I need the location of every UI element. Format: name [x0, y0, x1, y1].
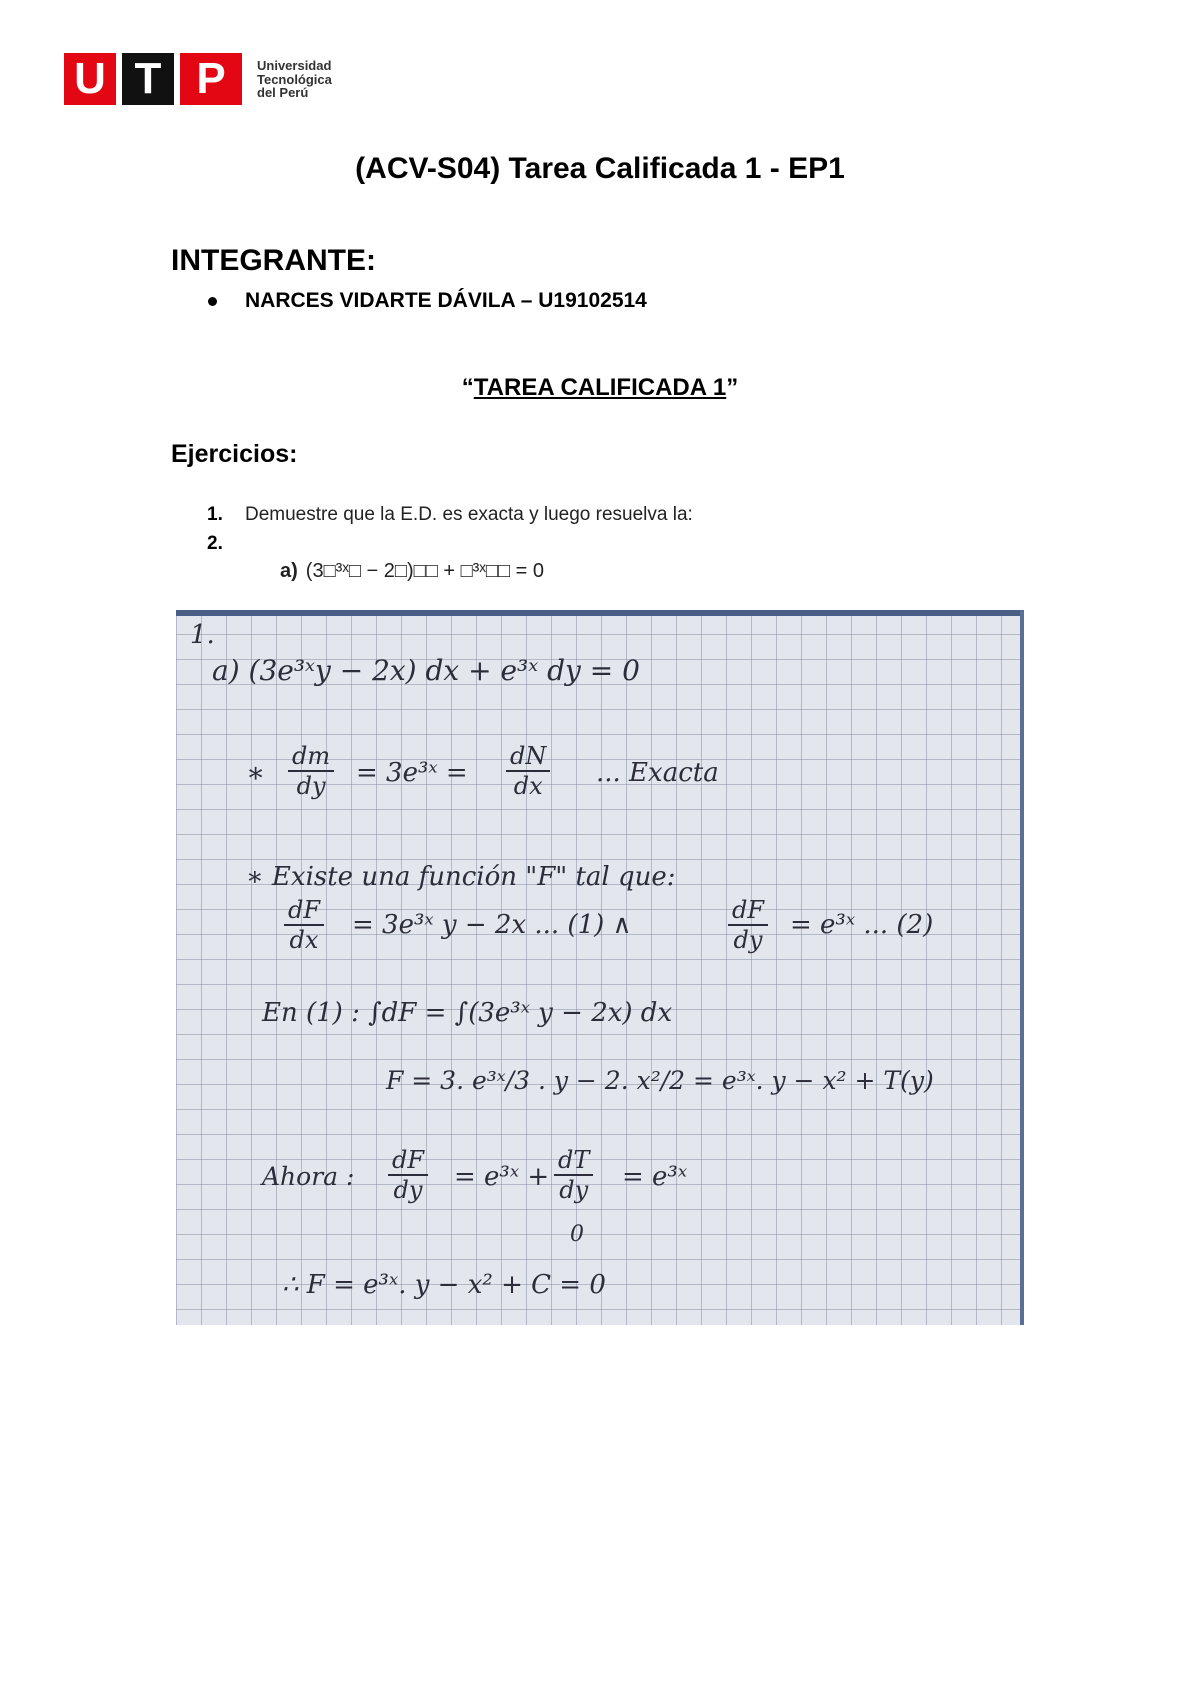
item-text-1: Demuestre que la E.D. es exacta y luego resuelva la: — [245, 504, 693, 525]
hw-fraction-dm-dy — [288, 742, 334, 800]
item-number-1: 1. — [207, 504, 223, 525]
logo-university-name — [257, 59, 377, 100]
photo-edge — [176, 610, 1024, 616]
hw-asterisk: ∗ — [246, 756, 266, 789]
hw-fraction-dn-dx — [506, 742, 550, 800]
hw-ahora-eq: = e³ˣ + — [454, 1162, 550, 1192]
hw-f-result: F = 3. e³ˣ/3 . y − 2. x²/2 = e³ˣ. y − x² + T(y) — [386, 1066, 934, 1095]
hw-frac-den: dy — [296, 772, 326, 800]
sub-item-a — [280, 560, 544, 583]
hw-final-answer: ∴ F = e³ˣ. y − x² + C = 0 — [282, 1270, 606, 1300]
logo-line-3: del Perú — [257, 85, 309, 100]
handwritten-solution-photo — [176, 610, 1024, 1325]
hw-line-number: 1. — [190, 620, 215, 650]
hw-equation-1: = 3e³ˣ y − 2x ... (1) ∧ — [352, 910, 632, 940]
hw-fraction-df-dy-2 — [388, 1146, 428, 1204]
ejercicios-heading: Ejercicios: — [171, 440, 298, 468]
hw-ahora: Ahora : — [262, 1162, 355, 1191]
logo-letter-p: P — [180, 53, 242, 105]
integrante-heading: INTEGRANTE: — [171, 244, 376, 277]
photo-edge — [1020, 610, 1024, 1325]
tarea-open-quote: “ — [461, 374, 474, 401]
hw-frac-num: dm — [288, 742, 334, 772]
hw-fraction-df-dy — [728, 896, 768, 954]
tarea-heading-text: TAREA CALIFICADA 1 — [473, 374, 727, 401]
hw-frac-num: dN — [506, 742, 550, 772]
logo-letter-t: T — [122, 53, 174, 105]
hw-frac-den: dy — [733, 926, 763, 954]
hw-frac-num: dF — [284, 896, 324, 926]
logo-line-2: Tecnológica — [257, 71, 332, 87]
hw-frac-num: dF — [728, 896, 768, 926]
hw-frac-num: dF — [388, 1146, 428, 1176]
tarea-heading — [0, 374, 1200, 402]
member-name: NARCES VIDARTE DÁVILA – U19102514 — [245, 289, 647, 312]
hw-frac-num: dT — [554, 1146, 593, 1176]
logo-line-1: Universidad — [257, 58, 332, 73]
hw-frac-den: dx — [513, 772, 543, 800]
sub-item-equation: (3□³ˣ□ − 2□)□□ + □³ˣ□□ = 0 — [305, 560, 544, 582]
hw-frac-den: dy — [559, 1176, 589, 1204]
hw-equation: a) (3e³ˣy − 2x) dx + e³ˣ dy = 0 — [212, 654, 640, 687]
hw-partial-equal: = 3e³ˣ = — [356, 758, 468, 788]
logo-letter-u: U — [64, 53, 116, 105]
hw-equation-2: = e³ˣ ... (2) — [790, 910, 934, 940]
hw-ahora-result: = e³ˣ — [622, 1162, 688, 1192]
sub-item-label: a) — [280, 560, 298, 582]
hw-fraction-df-dx — [284, 896, 324, 954]
hw-fraction-dt-dy — [554, 1146, 593, 1204]
bullet-icon — [208, 297, 217, 306]
hw-frac-den: dy — [393, 1176, 423, 1204]
hw-exacta: ... Exacta — [596, 758, 719, 788]
hw-existe-funcion: ∗ Existe una función "F" tal que: — [246, 862, 676, 892]
tarea-close-quote: ” — [726, 374, 739, 401]
hw-integral: En (1) : ∫dF = ∫(3e³ˣ y − 2x) dx — [262, 998, 673, 1028]
document-title: (ACV-S04) Tarea Calificada 1 - EP1 — [355, 152, 845, 185]
hw-zero: 0 — [570, 1222, 584, 1247]
item-number-2: 2. — [207, 533, 223, 554]
hw-frac-den: dx — [289, 926, 319, 954]
